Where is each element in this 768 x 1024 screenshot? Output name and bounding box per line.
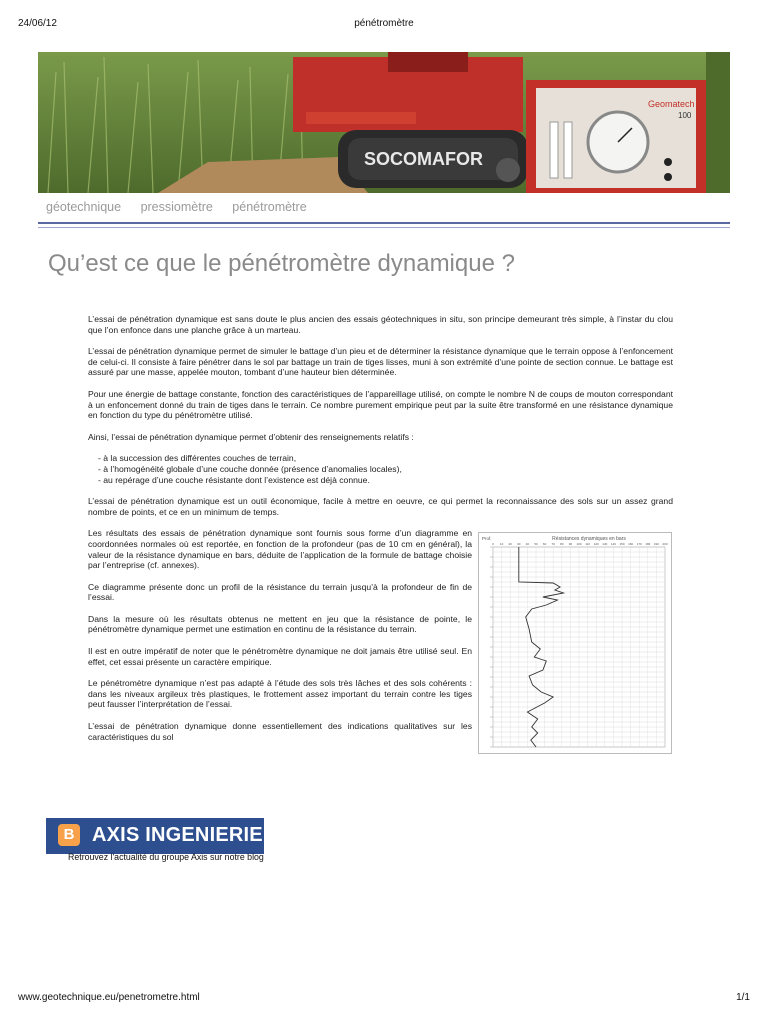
panel-model-text: 100 <box>678 111 692 120</box>
x-tick-label: 100 <box>576 542 582 546</box>
axis-ingenierie-blog-logo[interactable] <box>46 818 264 854</box>
x-tick-label: 160 <box>628 542 634 546</box>
list-item: - à la succession des différentes couches de terrain, <box>98 453 297 464</box>
x-tick-label: 0 <box>492 542 494 546</box>
list-item: - à l’homogénéité globale d’une couche donnée (présence d’anomalies locales), <box>98 463 402 474</box>
x-tick-label: 120 <box>593 542 599 546</box>
x-tick-label: 50 <box>534 542 538 546</box>
nav-divider <box>38 222 730 224</box>
paragraph: L’essai de pénétration dynamique permet de simuler le battage d’un pieu et de déterminer la résistance dynamique que le terrain oppose à l’enfoncement de celui-ci. Il consiste à faire pénétrer dans le sol par battage un train de tiges lisses, muni à son extrémité d’une pointe de section connue. Le battage est assuré par une masse, appelée mouton, tombant d’une hauteur bien déterminée. <box>88 346 673 378</box>
nav-item-geotechnique[interactable]: géotechnique <box>46 200 122 214</box>
paragraph: Dans la mesure où les résultats obtenus ne mettent en jeu que la résistance de pointe, le pénétromètre dynamique permet une estimation en continu de la résistance du terrain. <box>88 613 472 635</box>
nav-item-penetrometre[interactable]: pénétromètre <box>232 200 307 214</box>
nav-divider-thin <box>38 227 730 228</box>
x-tick-label: 70 <box>551 542 555 546</box>
x-tick-label: 180 <box>645 542 651 546</box>
paragraph: Ce diagramme présente donc un profil de la résistance du terrain jusqu’à la profondeur de fin de l’essai. <box>88 581 472 603</box>
x-tick-label: 40 <box>525 542 530 546</box>
paragraph: Pour une énergie de battage constante, fonction des caractéristiques de l’appareillage utilisé, on compte le nombre N de coups de mouton correspondant à un enfoncement donné du train de tiges dans le terrain. Ce nombre purement empirique peut par la suite être transformé en une résistance dynamique en fonction du type du pénétromètre utilisé. <box>88 388 673 421</box>
paragraph: L’essai de pénétration dynamique est un outil économique, facile à mettre en oeuvre, ce qui permet la reconnaissance des sols sur un assez grand nombre de points, et ce en un minimum de temps. <box>88 496 673 517</box>
x-tick-label: 110 <box>585 542 590 546</box>
x-tick-label: 150 <box>619 542 625 546</box>
paragraph: Il est en outre impératif de noter que le pénétromètre dynamique ne doit jamais être utilisé seul. En effet, cet essai présente un caractère empirique. <box>88 646 472 667</box>
x-tick-label: 60 <box>542 542 547 546</box>
resistance-diagram <box>478 532 672 754</box>
page-number: 1/1 <box>736 992 750 1003</box>
list-item: - au repérage d’une couche résistante dont l’existence est déjà connue. <box>98 474 370 485</box>
machine-brand-text: SOCOMAFOR <box>364 149 483 169</box>
x-tick-label: 200 <box>662 542 668 546</box>
info-list <box>88 453 673 485</box>
x-tick-label: 130 <box>602 542 608 546</box>
x-tick-label: 30 <box>517 542 521 546</box>
page-url: www.geotechnique.eu/penetrometre.html <box>18 992 200 1003</box>
page-title: Qu’est ce que le pénétromètre dynamique ? <box>48 250 515 277</box>
print-title: pénétromètre <box>354 18 414 29</box>
diagram-title: Résistances dynamiques en bars <box>552 536 626 542</box>
x-tick-label: 10 <box>499 542 504 546</box>
panel-brand-text: Geomatech <box>648 99 695 109</box>
paragraph: Le pénétromètre dynamique n’est pas adapté à l’étude des sols très lâches et des sols cohérents : dans les niveaux argileux très plastiques, le frottement assez important du terrain contre les tiges peut fausser l’interprétation de l’essai. <box>88 678 472 710</box>
diagram-corner-label: Prof. <box>482 536 492 541</box>
paragraph: L’essai de pénétration dynamique donne essentiellement des indications qualitatives sur les caractéristiques du sol <box>88 721 472 742</box>
paragraph: L’essai de pénétration dynamique est sans doute le plus ancien des essais géotechniques in situ, son principe demeurant très simple, à l’instar du clou que l’on enfonce dans une planche grâce à un marteau. <box>88 314 673 335</box>
x-tick-label: 170 <box>636 542 642 546</box>
x-tick-label: 90 <box>568 542 573 546</box>
main-nav <box>46 200 323 214</box>
x-tick-label: 80 <box>560 542 564 546</box>
x-tick-label: 20 <box>508 542 512 546</box>
paragraph: Les résultats des essais de pénétration dynamique sont fournis sous forme d’un diagramme en coordonnées normales où est reportée, en fonction de la profondeur (pas de 10 cm en général), la valeur de la résistance dynamique en bars, déduite de l’application de la formule de battage choisie par l’entreprise (cf. annexes). <box>88 528 472 571</box>
blogger-icon: B <box>58 824 80 846</box>
x-tick-label: 190 <box>653 542 659 546</box>
blog-caption-link[interactable]: Retrouvez l'actualité du groupe Axis sur notre blog <box>68 852 264 862</box>
nav-item-pressiometre[interactable]: pressiomètre <box>140 200 213 214</box>
paragraph: Ainsi, l’essai de pénétration dynamique permet d’obtenir des renseignements relatifs : <box>88 431 414 442</box>
logo-text: AXIS INGENIERIE <box>92 824 263 846</box>
x-tick-label: 140 <box>610 542 616 546</box>
text-beside-figure <box>88 528 472 742</box>
print-date: 24/06/12 <box>18 18 57 29</box>
header-banner-photo <box>38 52 730 193</box>
